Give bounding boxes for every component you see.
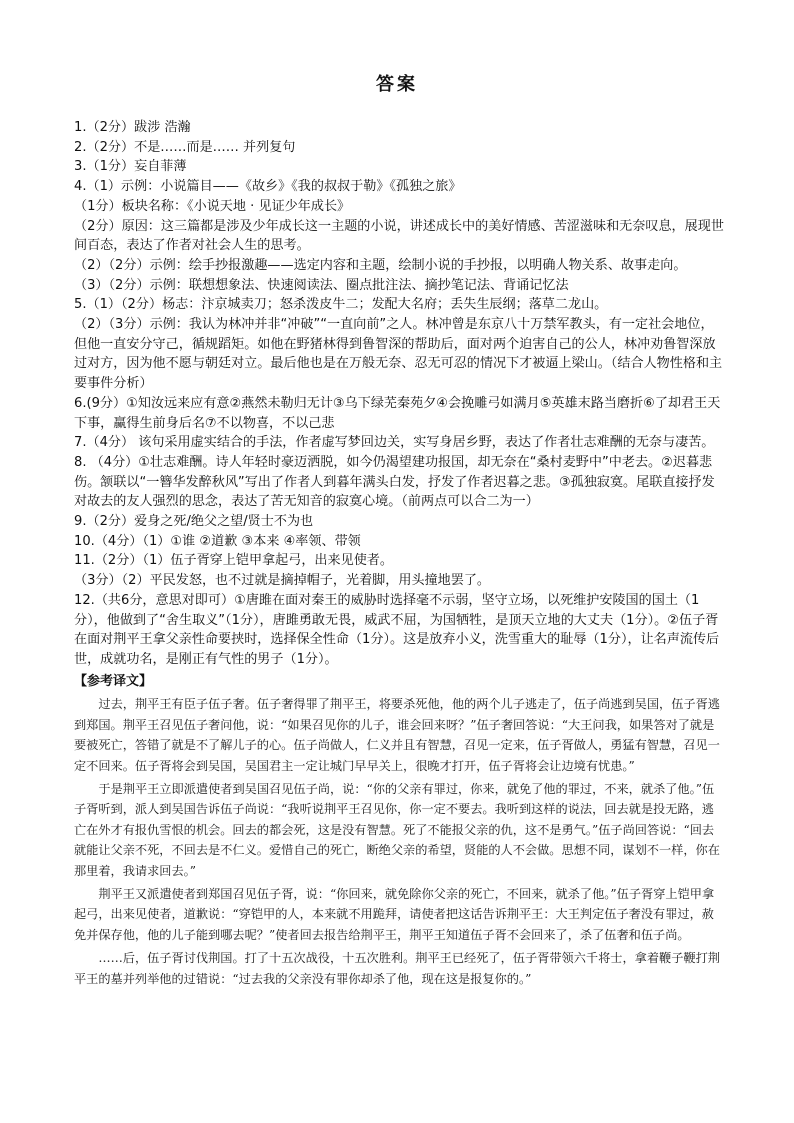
answer-11-1: 11.（2分）（1）伍子胥穿上铠甲拿起弓，出来见使者。 xyxy=(74,553,393,569)
answer-11-2: （3分）（2）平民发怒，也不过就是摘掉帽子，光着脚，用头撞地罢了。 xyxy=(74,573,491,589)
translation-paragraph-2: 于是荆平王立即派遣使者到吴国召见伍子尚，说：“你的父亲有罪过，你来，就免了他的罪过，不来，就杀了他。”伍子胥听到，派人到吴国告诉伍子尚说：“我听说荆平王召见你，你一定不要去。我听到这样的说法，回去就是投无路，逃亡在外才有报仇雪恨的机会。回去的都会死，这是没有智慧。死了不能报父亲的仇，这不是勇气。”伍子尚回答说：“回去就能让父亲不死，不回去是不仁义。爱惜自己的死亡，断绝父亲的希望，贤能的人不会做。思想不同，谋划不一样，你在那里着，我请求回去。” xyxy=(74,782,720,878)
answer-9: 9.（2分）爱身之死/绝父之望/贤士不为也 xyxy=(74,514,314,530)
answer-7: 7.（4分） 该句采用虚实结合的手法，作者虚写梦回边关，实写身居乡野，表达了作者壮志难酬的无奈与凄苦。 xyxy=(74,435,715,451)
answer-2: 2.（2分）不是……而是…… 并列复句 xyxy=(74,139,296,155)
reference-translation-heading: 【参考译文】 xyxy=(74,673,153,689)
translation-paragraph-4: ……后，伍子胥讨伐荆国。打了十五次战役，十五次胜利。荆平王已经死了，伍子胥带领六千将士，拿着鞭子鞭打荆平王的墓并列举他的过错说：“过去我的父亲没有罪你却杀了他，现在这是报复你的。” xyxy=(74,951,720,986)
answer-4-3: （3）（2分）示例：联想想象法、快速阅读法、圈点批注法、摘抄笔记法、背诵记忆法 xyxy=(74,277,569,293)
answer-5-2: （2）（3分）示例：我认为林冲并非“冲破”“一直向前”之人。林冲曾是东京八十万禁军教头，有一定社会地位，但他一直安分守己，循规蹈矩。如他在野猪林得到鲁智深的帮助后，面对两个迫害自己的公人，林冲劝鲁智深放过对方，因为他不愿与朝廷对立。最后他也是在万般无奈、忍无可忍的情况下才被逼上梁山。（结合人物性格和主要事件分析） xyxy=(74,317,723,392)
answer-5-1: 5.（1）（2分）杨志：汴京城卖刀；怒杀泼皮牛二；发配大名府；丢失生辰纲；落草二龙山。 xyxy=(74,297,608,313)
translation-paragraph-1: 过去，荆平王有臣子伍子奢。伍子奢得罪了荆平王，将要杀死他，他的两个儿子逃走了，伍子尚逃到吴国，伍子胥逃到郑国。荆平王召见伍子奢问他，说：“如果召见你的儿子，谁会回来呀？”伍子奢回答说：“大王问我，如果答对了就是要被死亡，答错了就是不了解儿子的心。伍子尚做人，仁义并且有智慧，召见一定来，伍子胥做人，勇猛有智慧，召见一定不回来。伍子胥将会到吴国，吴国君主一定让城门早早关上，很晚才打开，伍子胥将会让边境有忧患。” xyxy=(74,697,720,773)
answer-12: 12.（共6分，意思对即可）①唐雎在面对秦王的威胁时选择毫不示弱，坚守立场，以死维护安陵国的国土（1分），他做到了“舍生取义”（1分），唐雎勇敢无畏，威武不屈，为国牺牲，是顶天立地的大丈夫（1分）。②伍子胥在面对荆平王拿父亲性命要挟时，选择保全性命（1分）。这是放弃小义，洗雪重大的耻辱（1分），让名声流传后世，成就功名，是刚正有气性的男子（1分）。 xyxy=(74,592,720,667)
answer-3: 3.（1分）妄自菲薄 xyxy=(74,159,187,175)
answer-4-1: 4.（1）示例：小说篇目——《故乡》《我的叔叔于勒》《孤独之旅》 xyxy=(74,179,462,195)
page-title: 答案 xyxy=(376,74,418,95)
answer-4-2: （2）（2分）示例：绘手抄报激趣——选定内容和主题，绘制小说的手抄报，以明确人物关系、故事走向。 xyxy=(74,257,687,273)
answer-content xyxy=(74,118,726,989)
answer-1: 1.（2分）跋涉 浩瀚 xyxy=(74,120,191,135)
answer-8: 8. （4分）①壮志难酬。诗人年轻时豪迈洒脱，如今仍渴望建功报国，却无奈在“桑村麦野中”中老去。②迟暮悲伤。颔联以“一簪华发醉秋风”写出了作者人到暮年满头白发，抒发了作者迟暮之悲。③孤独寂寞。尾联直接抒发对故去的友人强烈的思念，表达了苦无知音的寂寞心境。（前两点可以合二为一） xyxy=(74,454,715,510)
answer-4-section: （1分）板块名称：《小说天地 · 见证少年成长》 xyxy=(74,198,351,214)
answer-4-reason: （2分）原因：这三篇都是涉及少年成长这一主题的小说，讲述成长中的美好情感、苦涩滋味和无奈叹息，展现世间百态，表达了作者对社会人生的思考。 xyxy=(74,218,724,254)
answer-6: 6.(9分）①知汝远来应有意②燕然未勒归无计③乌下绿芜秦苑夕④会挽雕弓如满月⑤英雄末路当磨折⑥了却君王天下事，赢得生前身后名⑦不以物喜，不以己悲 xyxy=(74,395,721,431)
translation-paragraph-3: 荆平王又派遣使者到郑国召见伍子胥，说：“你回来，就免除你父亲的死亡，不回来，就杀了他。”伍子胥穿上铠甲拿起弓，出来见使者，道歉说：“穿铠甲的人，本来就不用跪拜，请使者把这话告诉荆平王：大王判定伍子奢没有罪过，赦免并保存他，他的儿子能到哪去呢？”使者回去报告给荆平王，荆平王知道伍子胥不会回来了，杀了伍奢和伍子尚。 xyxy=(74,887,715,942)
answer-10: 10.（4分）（1）①谁 ②道歉 ③本来 ④率领、带领 xyxy=(74,533,361,549)
